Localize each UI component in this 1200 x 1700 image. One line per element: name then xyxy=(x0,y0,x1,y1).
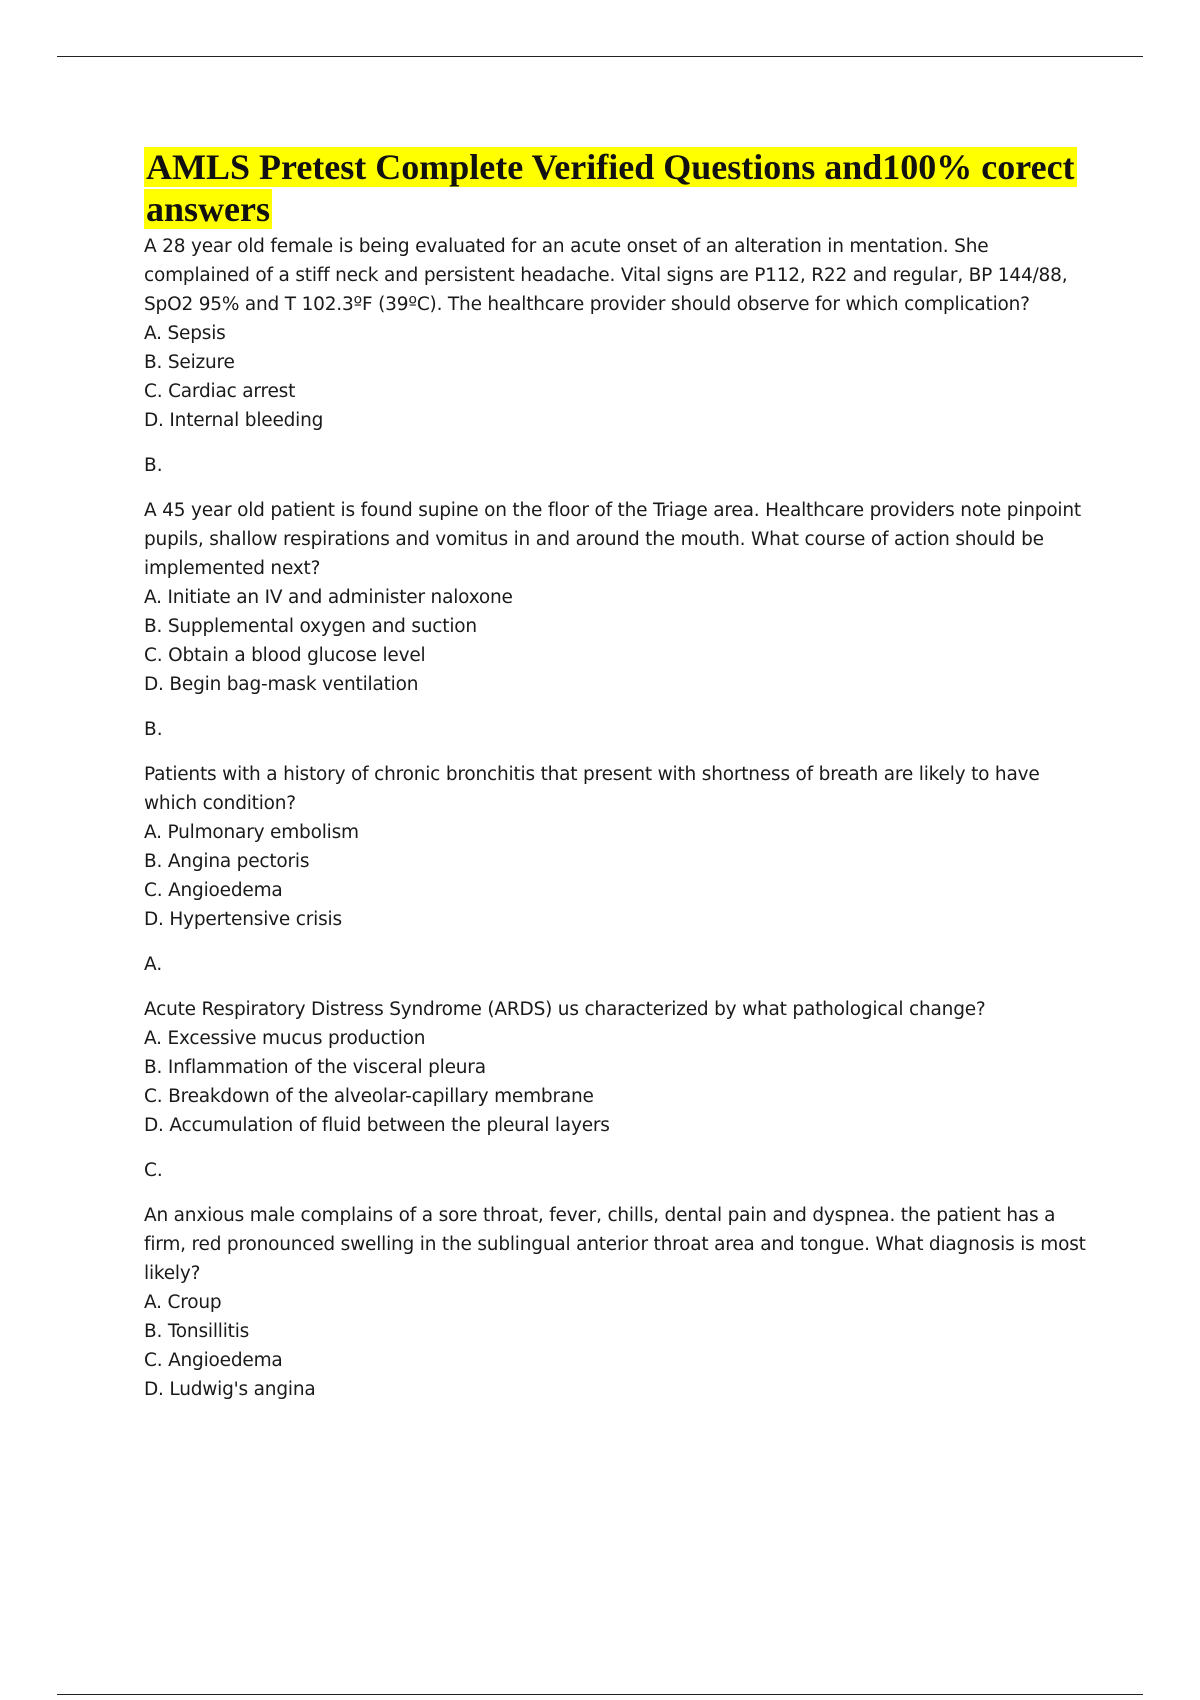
question-list xyxy=(144,232,1094,1404)
answer-option: B. Inflammation of the visceral pleura xyxy=(144,1057,486,1078)
question-block xyxy=(144,995,1094,1185)
question-block xyxy=(144,496,1094,744)
answer-option: D. Internal bleeding xyxy=(144,410,324,431)
answer-option: D. Begin bag-mask ventilation xyxy=(144,674,419,695)
top-rule xyxy=(57,56,1143,57)
answer-option: D. Accumulation of fluid between the pleural layers xyxy=(144,1115,610,1136)
question-text: A 28 year old female is being evaluated for an acute onset of an alteration in mentation. She complained of a stiff neck and persistent headache. Vital signs are P112, R22 and regular, BP 144/88, SpO2 95% and T 102.3ºF (39ºC). The healthcare provider should observe for which complication? xyxy=(144,236,1068,315)
question-text: Patients with a history of chronic bronchitis that present with shortness of breath are likely to have which condition? xyxy=(144,764,1040,814)
answer-option: B. Supplemental oxygen and suction xyxy=(144,616,477,637)
correct-answer: B. xyxy=(144,455,163,476)
answer-option: C. Breakdown of the alveolar-capillary membrane xyxy=(144,1086,594,1107)
bottom-rule xyxy=(57,1694,1143,1695)
correct-answer: C. xyxy=(144,1160,163,1181)
question-block xyxy=(144,1201,1094,1404)
question-block xyxy=(144,760,1094,979)
answer-option: D. Ludwig's angina xyxy=(144,1379,316,1400)
answer-option: D. Hypertensive crisis xyxy=(144,909,342,930)
answer-option: A. Croup xyxy=(144,1292,222,1313)
question-text: Acute Respiratory Distress Syndrome (ARDS) us characterized by what pathological change? xyxy=(144,999,986,1020)
question-text: An anxious male complains of a sore throat, fever, chills, dental pain and dyspnea. the patient has a firm, red pronounced swelling in the sublingual anterior throat area and tongue. What diagnosis is most likely? xyxy=(144,1205,1086,1284)
question-text: A 45 year old patient is found supine on the floor of the Triage area. Healthcare providers note pinpoint pupils, shallow respirations and vomitus in and around the mouth. What course of action should be implemented next? xyxy=(144,500,1081,579)
question-block xyxy=(144,232,1094,480)
answer-option: C. Angioedema xyxy=(144,1350,283,1371)
answer-option: B. Tonsillitis xyxy=(144,1321,250,1342)
document-title-text: AMLS Pretest Complete Verified Questions and100% corect answers xyxy=(146,147,1075,229)
document-body xyxy=(144,146,1094,1404)
answer-option: A. Sepsis xyxy=(144,323,226,344)
answer-option: A. Pulmonary embolism xyxy=(144,822,359,843)
answer-option: C. Angioedema xyxy=(144,880,283,901)
answer-option: B. Seizure xyxy=(144,352,235,373)
answer-option: C. Obtain a blood glucose level xyxy=(144,645,426,666)
answer-option: A. Initiate an IV and administer naloxone xyxy=(144,587,513,608)
correct-answer: B. xyxy=(144,719,163,740)
correct-answer: A. xyxy=(144,954,163,975)
answer-option: B. Angina pectoris xyxy=(144,851,310,872)
answer-option: C. Cardiac arrest xyxy=(144,381,296,402)
document-title xyxy=(144,146,1094,230)
answer-option: A. Excessive mucus production xyxy=(144,1028,426,1049)
